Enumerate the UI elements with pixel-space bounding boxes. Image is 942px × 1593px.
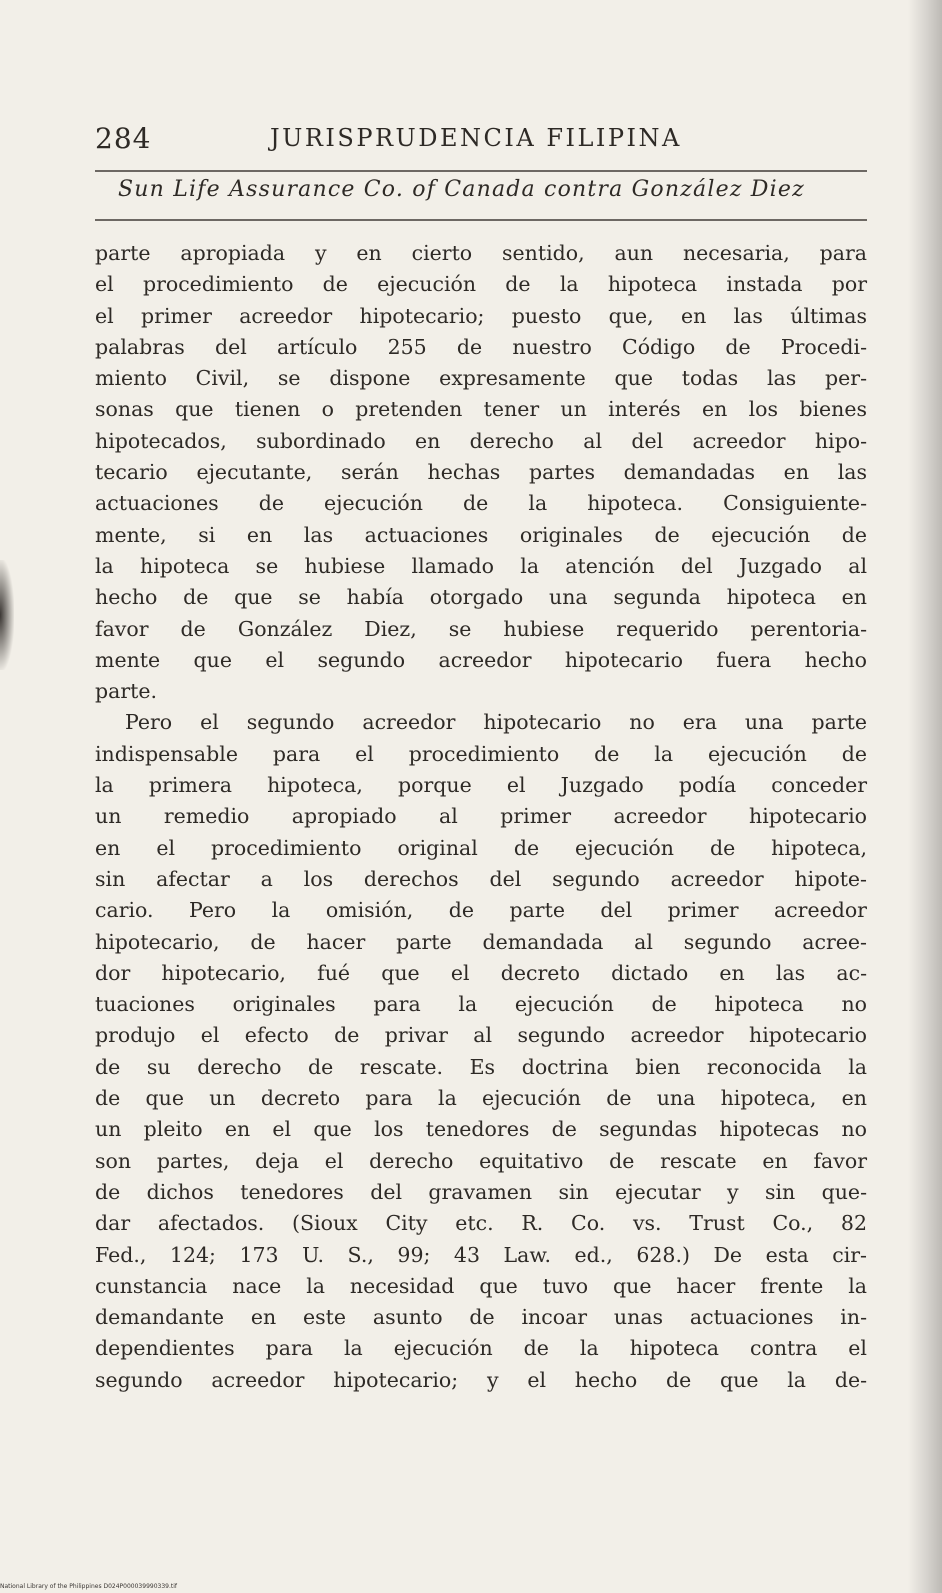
text-line: Pero el segundo acreedor hipotecario no era una parte (125, 710, 867, 735)
text-line: un remedio apropiado al primer acreedor hipotecario (95, 804, 867, 829)
page-header (95, 122, 870, 166)
text-line: son partes, deja el derecho equitativo de rescate en favor (95, 1148, 867, 1173)
text-line: el procedimiento de ejecución de la hipoteca instada por (95, 272, 867, 297)
text-line: favor de González Diez, se hubiese requerido perentoria- (95, 616, 867, 641)
text-line: mente que el segundo acreedor hipotecario fuera hecho (95, 647, 867, 672)
text-line: cunstancia nace la necesidad que tuvo que hacer frente la (95, 1273, 867, 1298)
running-title: JURISPRUDENCIA FILIPINA (270, 124, 682, 152)
text-line: produjo el efecto de privar al segundo acreedor hipotecario (95, 1023, 867, 1048)
body-text (95, 238, 867, 1396)
scan-credit: National Library of the Philippines D024P000039990339.tif (0, 1583, 178, 1590)
text-line: demandante en este asunto de incoar unas actuaciones in- (95, 1305, 867, 1330)
text-line: sonas que tienen o pretenden tener un interés en los bienes (95, 397, 867, 422)
text-line: hipotecario, de hacer parte demandada al segundo acree- (95, 929, 867, 954)
text-line: un pleito en el que los tenedores de segundas hipotecas no (95, 1117, 867, 1142)
text-line: de que un decreto para la ejecución de una hipoteca, en (95, 1086, 867, 1111)
text-line: cario. Pero la omisión, de parte del primer acreedor (95, 898, 867, 923)
text-line: tecario ejecutante, serán hechas partes demandadas en las (95, 460, 867, 485)
text-line: hipotecados, subordinado en derecho al del acreedor hipo- (95, 428, 867, 453)
text-line: palabras del artículo 255 de nuestro Código de Procedi- (95, 334, 867, 359)
text-line: de dichos tenedores del gravamen sin ejecutar y sin que- (95, 1179, 867, 1204)
page-edge-shadow (908, 0, 942, 1593)
text-line: mente, si en las actuaciones originales de ejecución de (95, 522, 867, 547)
case-caption: Sun Life Assurance Co. of Canada contra González Diez (118, 177, 805, 202)
text-line: en el procedimiento original de ejecución de hipoteca, (95, 835, 867, 860)
text-line: sin afectar a los derechos del segundo acreedor hipote- (95, 866, 867, 891)
text-line: indispensable para el procedimiento de la ejecución de (95, 741, 867, 766)
text-line: dar afectados. (Sioux City etc. R. Co. vs. Trust Co., 82 (95, 1211, 867, 1236)
text-line: tuaciones originales para la ejecución de hipoteca no (95, 992, 867, 1017)
binding-shadow (0, 560, 14, 670)
text-line: parte. (95, 679, 158, 704)
text-line: el primer acreedor hipotecario; puesto que, en las últimas (95, 303, 867, 328)
text-line: la hipoteca se hubiese llamado la atención del Juzgado al (95, 553, 867, 578)
text-line: la primera hipoteca, porque el Juzgado podía conceder (95, 773, 867, 798)
text-line: dor hipotecario, fué que el decreto dictado en las ac- (95, 960, 867, 985)
header-rule-bottom (95, 219, 867, 221)
text-line: de su derecho de rescate. Es doctrina bien reconocida la (95, 1054, 867, 1079)
page-number: 284 (95, 122, 152, 155)
text-line: actuaciones de ejecución de la hipoteca. Consiguiente- (95, 491, 867, 516)
header-rule-top (95, 170, 867, 172)
text-line: miento Civil, se dispone expresamente que todas las per- (95, 366, 867, 391)
text-line: Fed., 124; 173 U. S., 99; 43 Law. ed., 628.) De esta cir- (95, 1242, 867, 1267)
text-line: segundo acreedor hipotecario; y el hecho de que la de- (95, 1367, 867, 1392)
text-line: hecho de que se había otorgado una segunda hipoteca en (95, 585, 867, 610)
text-line: dependientes para la ejecución de la hipoteca contra el (95, 1336, 867, 1361)
text-line: parte apropiada y en cierto sentido, aun necesaria, para (95, 241, 867, 265)
